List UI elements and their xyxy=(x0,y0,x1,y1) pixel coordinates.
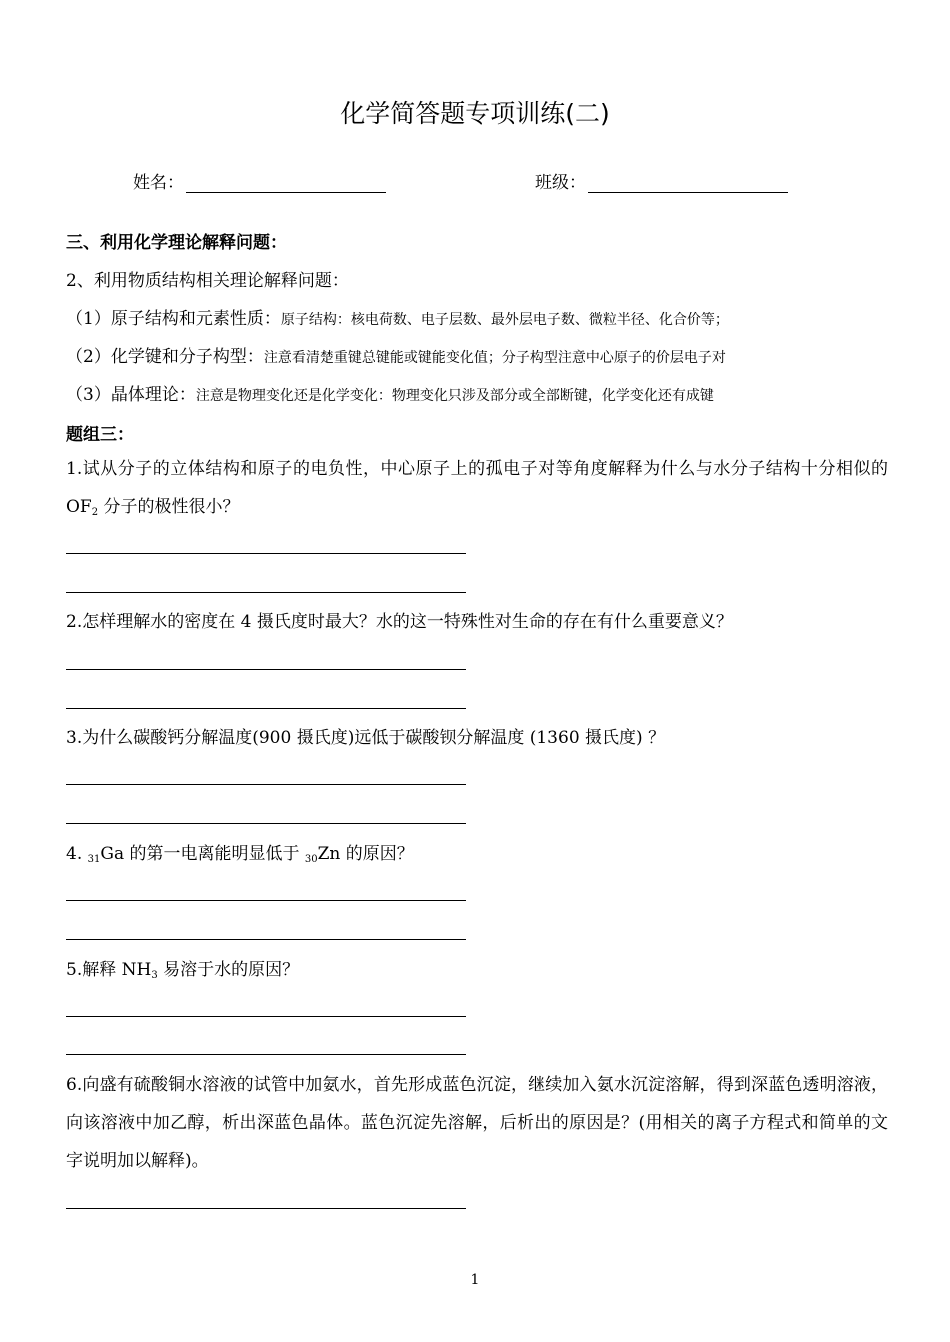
class-field xyxy=(535,168,788,193)
point-3-note: 注意是物理变化还是化学变化：物理变化只涉及部分或全部断键，化学变化还有成键 xyxy=(195,388,714,404)
class-label: 班级： xyxy=(535,173,586,193)
answer-line[interactable] xyxy=(66,1054,466,1055)
question-1-subscript: 2 xyxy=(91,507,99,518)
point-2-note: 注意看清楚重键总键能或键能变化值；分子构型注意中心原子的价层电子对 xyxy=(263,350,726,366)
question-1-text-end: 分子的极性很小？ xyxy=(98,497,240,517)
question-4-number: 4. xyxy=(66,844,88,864)
question-6: 6.向盛有硫酸铜水溶液的试管中加氨水，首先形成蓝色沉淀，继续加入氨水沉淀溶解，得到深蓝色透明溶液，向该溶液中加乙醇，析出深蓝色晶体。蓝色沉淀先溶解，后析出的原因是？(用相关的离子方程式和简单的文字说明加以解释)。 xyxy=(66,1075,888,1171)
answer-line[interactable] xyxy=(66,823,466,824)
page-number: 1 xyxy=(470,1272,480,1288)
class-blank-line[interactable] xyxy=(588,172,788,193)
question-1 xyxy=(66,450,888,532)
question-3: 3.为什么碳酸钙分解温度(900 摄氏度)远低于碳酸钡分解温度 (1360 摄氏度) ？ xyxy=(66,728,666,748)
question-2: 2.怎样理解水的密度在 4 摄氏度时最大？水的这一特殊性对生命的存在有什么重要意义？ xyxy=(66,612,733,632)
answer-line[interactable] xyxy=(66,1208,466,1209)
point-2 xyxy=(66,342,726,367)
answer-line[interactable] xyxy=(66,708,466,709)
answer-line[interactable] xyxy=(66,553,466,554)
page-title: 化学简答题专项训练(二) xyxy=(340,99,610,128)
answer-line[interactable] xyxy=(66,939,466,940)
answer-line[interactable] xyxy=(66,669,466,670)
name-field xyxy=(133,168,386,193)
answer-line[interactable] xyxy=(66,784,466,785)
point-1 xyxy=(66,304,729,329)
question-5 xyxy=(66,951,888,995)
question-1-text: 1.试从分子的立体结构和原子的电负性，中心原子上的孤电子对等角度解释为什么与水分子结构十分相似的 OF xyxy=(66,459,888,517)
answer-line[interactable] xyxy=(66,900,466,901)
subsection-heading: 2、利用物质结构相关理论解释问题： xyxy=(66,271,349,291)
question-4-text-end: Zn 的原因？ xyxy=(317,844,414,864)
question-5-subscript: 3 xyxy=(151,970,158,981)
point-1-note: 原子结构：核电荷数、电子层数、最外层电子数、微粒半径、化合价等； xyxy=(280,312,729,328)
question-4 xyxy=(66,835,888,879)
answer-line[interactable] xyxy=(66,592,466,593)
question-5-text-end: 易溶于水的原因？ xyxy=(157,960,300,980)
zn-atomic-number: 30 xyxy=(304,854,318,865)
group-heading: 题组三： xyxy=(66,425,134,445)
point-1-label: （1）原子结构和元素性质： xyxy=(66,309,281,329)
answer-line[interactable] xyxy=(66,1016,466,1017)
section-heading: 三、利用化学理论解释问题： xyxy=(66,233,287,253)
point-3 xyxy=(66,380,714,405)
name-label: 姓名： xyxy=(133,173,184,193)
point-2-label: （2）化学键和分子构型： xyxy=(66,347,264,367)
question-5-text: 5.解释 NH xyxy=(66,960,152,980)
question-4-text: Ga 的第一电离能明显低于 xyxy=(100,844,305,864)
name-blank-line[interactable] xyxy=(186,172,386,193)
ga-atomic-number: 31 xyxy=(87,854,101,865)
point-3-label: （3）晶体理论： xyxy=(66,385,196,405)
